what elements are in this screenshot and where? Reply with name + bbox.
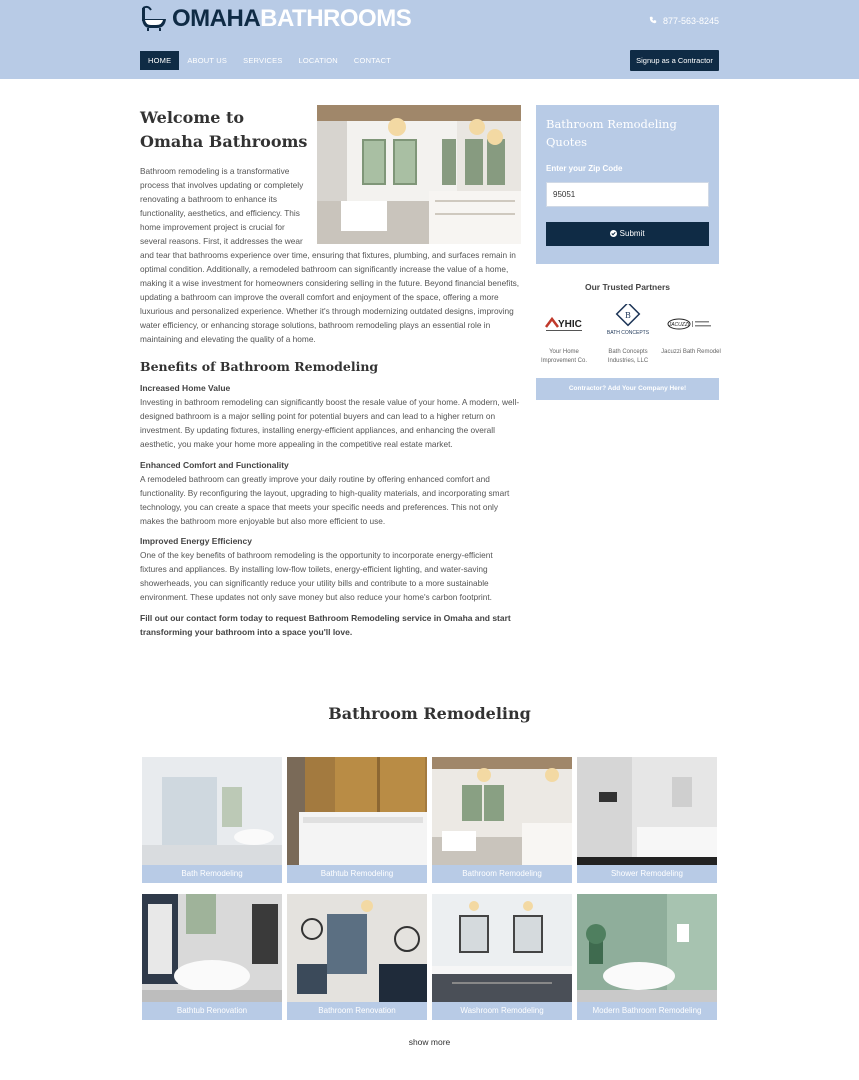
yhic-logo [534,300,594,348]
gallery-caption: Bathroom Remodeling [432,865,572,883]
benefit-text: A remodeled bathroom can greatly improve your daily routine by offering enhanced comfort and functionality. By reconfiguring the layout, upgrading to high-quality materials, and incorporating smart technology, you can create a space that meets your specific needs and preferences. This not only makes the bathroom more enjoyable but also more efficient to use. [140,474,510,526]
svg-text:B: B [625,311,631,320]
gallery-photo [142,757,282,865]
gallery-caption: Modern Bathroom Remodeling [577,1002,717,1020]
gallery-photo [287,894,427,1002]
partner-jacuzzi[interactable] [661,300,721,357]
partner-name: Bath Concepts Industries, LLC [607,349,649,364]
partner-name: Jacuzzi Bath Remodel [661,349,721,355]
submit-button[interactable] [546,222,709,246]
cta-text: Fill out our contact form today to request Bathroom Remodeling service in Omaha and start transforming your bathroom into a space you'll love. [140,613,511,637]
benefit-text: One of the key benefits of bathroom remodeling is the opportunity to incorporate energy-efficient fixtures and appliances. By installing low-flow toilets, energy-efficient lighting, and water-saving showerheads, you can significantly reduce your utility bills and contribute to a more sustainable environment. These updates not only save money but also reduce your home's carbon footprint. [140,550,493,602]
quote-form-title: Bathroom Remodeling Quotes [546,117,677,149]
gallery-caption: Washroom Remodeling [432,1002,572,1020]
logo-text-bathrooms: BATHROOMS [260,5,412,32]
zip-label: Enter your Zip Code [546,164,623,173]
gallery-heading: Bathroom Remodeling [328,704,531,723]
intro-text: Bathroom remodeling is a transformative process that involves updating or completely renovating a bathroom to enhance its functionality, aesthetics, and efficiency. This home improvement project is crucial for several reasons. First, it addresses the wear and tear that bathrooms experience over time, ensuring that fixtures, plumbing, and surfaces remain in optimal condition. Additionally, a remodeled bathroom can significantly increase the value of a home, making it a wise investment for homeowners considering selling in the future. Beyond financial benefits, updating a bathroom can improve the overall comfort and enjoyment of the space, offering a more luxurious and personalized experience. Whether it's through modernizing outdated designs, improving water efficiency, or enhancing storage solutions, bathroom remodeling plays an essential role in maintaining and elevating the quality of a home. [140,166,520,344]
gallery-caption: Bathroom Renovation [287,1002,427,1020]
gallery-photo [432,894,572,1002]
gallery-item-bathtub-renovation[interactable] [142,894,282,1020]
benefit-heading: Improved Energy Efficiency [140,536,252,546]
add-company-link[interactable]: Contractor? Add Your Company Here! [536,378,719,400]
quote-form [536,105,719,264]
nav-home[interactable]: HOME [140,51,179,70]
jacuzzi-logo [661,300,721,348]
gallery-caption: Bath Remodeling [142,865,282,883]
benefit-energy [140,534,521,604]
benefit-heading: Increased Home Value [140,383,231,393]
partner-bath-concepts[interactable] [598,300,658,366]
benefit-heading: Enhanced Comfort and Functionality [140,460,289,470]
page-title: Welcome to Omaha Bathrooms [140,108,308,151]
gallery-caption: Bathtub Remodeling [287,865,427,883]
gallery-item-shower-remodeling[interactable] [577,757,717,883]
gallery-item-washroom-remodeling[interactable] [432,894,572,1020]
gallery-item-bathroom-renovation[interactable] [287,894,427,1020]
phone-icon [649,16,657,26]
gallery-photo [432,757,572,865]
gallery-caption: Bathtub Renovation [142,1002,282,1020]
benefit-text: Investing in bathroom remodeling can significantly boost the resale value of your home. A modern, well-designed bathroom is a major selling point for potential buyers and can lead to a higher return on investment. By updating fixtures, installing energy-efficient appliances, and enhancing the overall aesthetic, you make your home more appealing in the competitive real estate market. [140,397,520,449]
benefit-comfort [140,458,521,528]
gallery-photo [287,757,427,865]
check-circle-icon [610,229,619,238]
submit-label: Submit [619,229,645,238]
nav-services[interactable]: SERVICES [243,56,283,65]
nav-about-us[interactable]: ABOUT US [187,56,228,65]
main-nav [140,51,399,70]
nav-contact[interactable]: CONTACT [353,56,392,65]
signup-contractor-button[interactable]: Signup as a Contractor [630,50,719,71]
nav-location[interactable]: LOCATION [298,56,338,65]
benefit-home-value [140,381,521,451]
gallery-item-bath-remodeling[interactable] [142,757,282,883]
gallery-item-bathroom-remodeling[interactable] [432,757,572,883]
jacuzzi-logo-text: JACUZZI [668,322,690,328]
site-header [0,0,859,79]
partner-yhic[interactable] [534,300,594,366]
bath-concepts-logo-text: BATH CONCEPTS [606,330,650,336]
gallery-photo [577,894,717,1002]
partner-name: Your Home Improvement Co. [540,349,588,364]
phone-number[interactable] [649,16,719,26]
intro-paragraph [140,164,520,346]
gallery-item-bathtub-remodeling[interactable] [287,757,427,883]
bath-concepts-logo [598,300,658,348]
gallery-photo [577,757,717,865]
gallery-item-modern-bathroom-remodeling[interactable] [577,894,717,1020]
show-more-link[interactable]: show more [408,1037,451,1047]
yhic-logo-text: YHIC [558,319,582,330]
logo-text-omaha: OMAHA [172,5,261,32]
gallery-photo [142,894,282,1002]
benefits-heading: Benefits of Bathroom Remodeling [140,359,379,374]
site-logo[interactable] [140,5,411,33]
phone-text: 877-563-8245 [662,16,719,26]
partners-heading: Our Trusted Partners [584,282,671,292]
bathtub-icon [140,5,168,33]
gallery-caption: Shower Remodeling [577,865,717,883]
zip-input[interactable] [546,182,709,207]
